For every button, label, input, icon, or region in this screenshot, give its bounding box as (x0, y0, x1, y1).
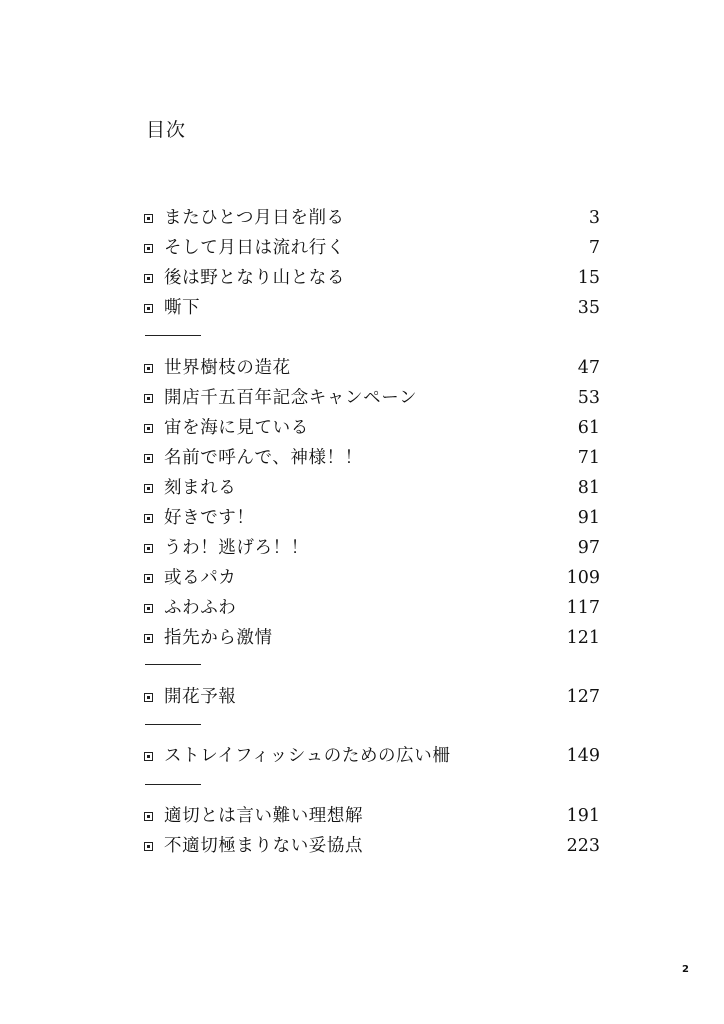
toc-entry[interactable] (144, 801, 600, 831)
toc-entry-title: 刻まれる (164, 478, 237, 498)
toc-entry-page: 91 (577, 508, 600, 528)
section-divider (145, 784, 201, 785)
toc-entry-page: 149 (566, 746, 600, 766)
toc-entry-page: 35 (577, 298, 600, 318)
toc-entry[interactable] (144, 533, 600, 563)
square-bullet-icon (144, 484, 153, 493)
toc-entry-title: 開店千五百年記念キャンペーン (164, 388, 418, 408)
toc-entry-page: 15 (577, 268, 600, 288)
toc-entry-page: 3 (588, 208, 600, 228)
toc-entry-page: 117 (566, 598, 600, 618)
toc-entry-page: 121 (566, 628, 600, 648)
toc-entry-page: 109 (566, 568, 600, 588)
square-bullet-icon (144, 394, 153, 403)
toc-entry[interactable] (144, 503, 600, 533)
toc-entry-title: 開花予報 (164, 687, 237, 707)
toc-entry-title: ふわふわ (164, 598, 237, 618)
toc-entry[interactable] (144, 203, 600, 233)
toc-section-4 (144, 741, 600, 771)
square-bullet-icon (144, 544, 153, 553)
square-bullet-icon (144, 304, 153, 313)
toc-entry-title: 指先から激情 (164, 628, 273, 648)
toc-entry[interactable] (144, 353, 600, 383)
square-bullet-icon (144, 604, 153, 613)
toc-entry-title: 嘶下 (164, 298, 201, 318)
toc-section-1 (144, 203, 600, 323)
toc-entry[interactable] (144, 831, 600, 861)
square-bullet-icon (144, 244, 153, 253)
toc-entry-title: 適切とは言い難い理想解 (164, 806, 364, 826)
toc-entry-page: 61 (577, 418, 600, 438)
square-bullet-icon (144, 364, 153, 373)
toc-entry-page: 97 (577, 538, 600, 558)
toc-entry-title: そして月日は流れ行く (164, 238, 345, 258)
square-bullet-icon (144, 574, 153, 583)
toc-entry-title: 或るパカ (164, 568, 237, 588)
toc-entry[interactable] (144, 682, 600, 712)
toc-entry-page: 191 (566, 806, 600, 826)
toc-section-2 (144, 353, 600, 653)
square-bullet-icon (144, 812, 153, 821)
square-bullet-icon (144, 274, 153, 283)
toc-entry-page: 71 (577, 448, 600, 468)
square-bullet-icon (144, 454, 153, 463)
toc-entry-title: またひとつ月日を削る (164, 208, 345, 228)
toc-entry-title: 好きです！ (164, 508, 255, 528)
toc-entry-title: ストレイフィッシュのための広い柵 (164, 746, 451, 766)
section-divider (145, 664, 201, 665)
toc-entry[interactable] (144, 263, 600, 293)
toc-entry[interactable] (144, 593, 600, 623)
section-divider (145, 724, 201, 725)
toc-entry-title: 名前で呼んで、神様！！ (164, 448, 363, 468)
toc-entry[interactable] (144, 623, 600, 653)
toc-entry[interactable] (144, 413, 600, 443)
toc-entry-page: 7 (588, 238, 600, 258)
toc-entry[interactable] (144, 293, 600, 323)
square-bullet-icon (144, 842, 153, 851)
toc-entry-page: 47 (577, 358, 600, 378)
toc-entry-title: 世界樹枝の造花 (164, 358, 291, 378)
toc-entry-page: 127 (566, 687, 600, 707)
section-divider (145, 335, 201, 336)
toc-entry-title: 宙を海に見ている (164, 418, 309, 438)
square-bullet-icon (144, 752, 153, 761)
toc-entry[interactable] (144, 383, 600, 413)
toc-entry-title: うわ！逃げろ！！ (164, 538, 309, 558)
toc-entry-page: 81 (577, 478, 600, 498)
toc-entry[interactable] (144, 443, 600, 473)
toc-entry-page: 53 (577, 388, 600, 408)
toc-section-5 (144, 801, 600, 861)
toc-entry[interactable] (144, 473, 600, 503)
square-bullet-icon (144, 514, 153, 523)
square-bullet-icon (144, 424, 153, 433)
page-number: 2 (682, 964, 689, 975)
toc-section-3 (144, 682, 600, 712)
toc-entry[interactable] (144, 563, 600, 593)
toc-entry[interactable] (144, 741, 600, 771)
square-bullet-icon (144, 214, 153, 223)
toc-entry-page: 223 (566, 836, 600, 856)
square-bullet-icon (144, 634, 153, 643)
toc-entry[interactable] (144, 233, 600, 263)
square-bullet-icon (144, 693, 153, 702)
toc-entry-title: 不適切極まりない妥協点 (164, 836, 364, 856)
toc-entry-title: 後は野となり山となる (164, 268, 345, 288)
page-title: 目次 (146, 119, 187, 141)
